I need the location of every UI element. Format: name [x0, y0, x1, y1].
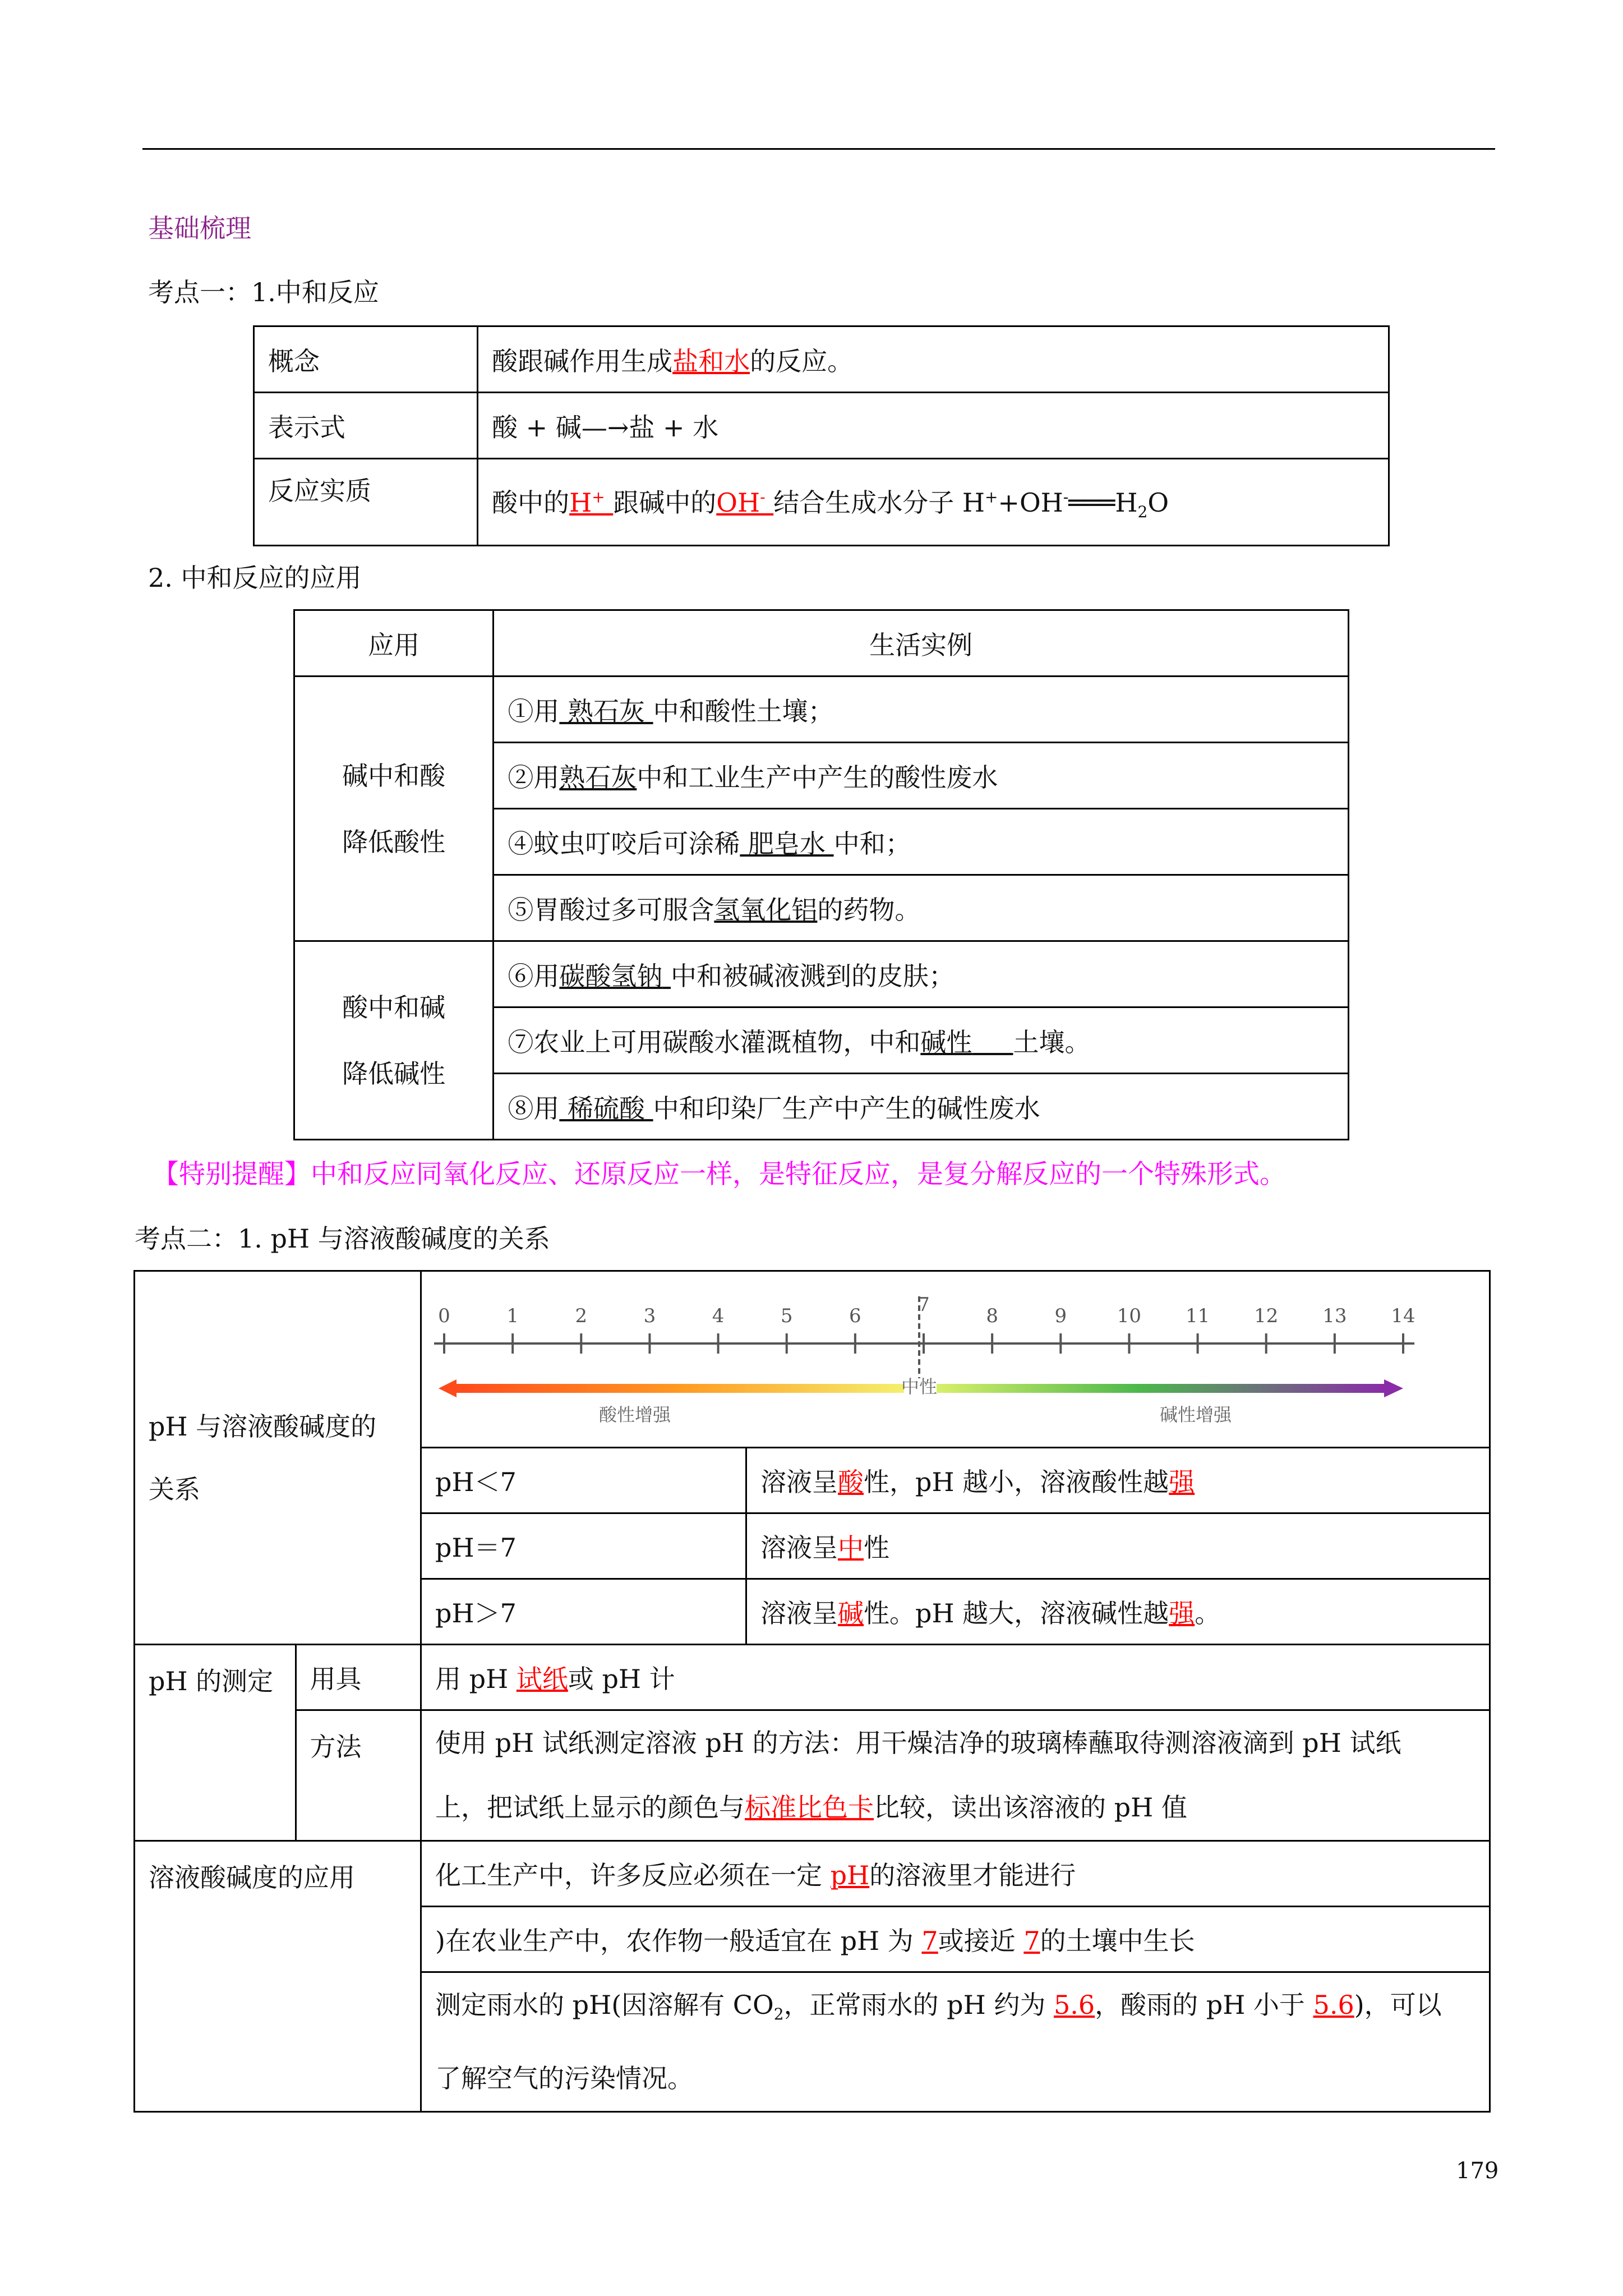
- acid-bar: [455, 1384, 904, 1393]
- kp1b-heading: 2. 中和反应的应用: [148, 563, 362, 593]
- base-bar: [937, 1384, 1385, 1393]
- scale-tick-label: 2: [575, 1305, 588, 1327]
- ph-relation-label: pH 与溶液酸碱度的 关系: [135, 1271, 421, 1645]
- tool-label: 用具: [296, 1645, 421, 1710]
- table-row: [135, 1710, 1490, 1841]
- table-row: [254, 459, 1389, 546]
- scale-tick-label: 11: [1185, 1305, 1210, 1327]
- ph-eq-cond: pH＝7: [421, 1513, 746, 1579]
- group-acid-neutralize: 碱中和酸 降低酸性: [294, 677, 494, 941]
- method-label: 方法: [296, 1710, 421, 1841]
- concept-value: 酸跟碱作用生成盐和水的反应。: [478, 326, 1389, 393]
- essence-value: 酸中的H+ 跟碱中的OH- 结合生成水分子 $H^++OH^-═══H_2O$: [478, 459, 1389, 546]
- scale-tick-label: 10: [1117, 1305, 1142, 1327]
- scale-tick-label: 8: [986, 1305, 998, 1327]
- scale-tick-label: 14: [1391, 1305, 1415, 1327]
- scale-tick-label: 9: [1054, 1305, 1067, 1327]
- scale-tick-label: 5: [780, 1305, 793, 1327]
- ph-gt-desc: 溶液呈碱性。pH 越大，溶液碱性越强。: [746, 1579, 1490, 1645]
- ph-lt-desc: 溶液呈酸性，pH 越小，溶液酸性越强: [746, 1448, 1490, 1513]
- scale-tick-label: 1: [506, 1305, 519, 1327]
- col-app-header: 应用: [294, 610, 494, 677]
- page-number: 179: [1456, 2158, 1499, 2184]
- kp2-heading: 考点二：1. pH 与溶液酸碱度的关系: [135, 1223, 550, 1254]
- ph-scale: [421, 1271, 1490, 1448]
- kp1-heading: 考点一：1.中和反应: [148, 277, 379, 307]
- ph-table: [133, 1270, 1491, 2113]
- example-row: ④蚊虫叮咬后可涂稀 肥皂水 中和；: [494, 809, 1349, 875]
- method-value: 使用 pH 试纸测定溶液 pH 的方法：用干燥洁净的玻璃棒蘸取待测溶液滴到 pH 试纸 上，把试纸上显示的颜色与标准比色卡比较，读出该溶液的 pH 值: [421, 1710, 1490, 1841]
- group-base-neutralize: 酸中和碱 降低碱性: [294, 941, 494, 1140]
- tool-value: 用 pH 试纸或 pH 计: [421, 1645, 1490, 1710]
- neutralization-table: [253, 325, 1390, 546]
- ph-scale-graphic: [422, 1272, 1488, 1447]
- scale-tick-label: 0: [438, 1305, 450, 1327]
- table-row: [135, 1271, 1490, 1448]
- table-row: [135, 1841, 1490, 1907]
- header-rule: [142, 148, 1495, 150]
- table-row: [294, 610, 1349, 677]
- scale-tick-label: 7: [917, 1294, 930, 1316]
- acid-label: 酸性增强: [599, 1404, 671, 1425]
- neutral-label: 中性: [901, 1376, 938, 1397]
- application-row: )在农业生产中，农作物一般适宜在 pH 为 7或接近 7的土壤中生长: [421, 1907, 1490, 1972]
- example-row: ②用熟石灰中和工业生产中产生的酸性废水: [494, 743, 1349, 809]
- application-row: 测定雨水的 pH(因溶解有 $CO_2$，正常雨水的 pH 约为 5.6，酸雨的 pH 小于 5.6)，可以 了解空气的污染情况。: [421, 1972, 1490, 2112]
- table-row: [294, 941, 1349, 1007]
- scale-tick-label: 12: [1254, 1305, 1279, 1327]
- table-row: [135, 1645, 1490, 1710]
- ph-lt-cond: pH＜7: [421, 1448, 746, 1513]
- concept-label: 概念: [254, 326, 478, 393]
- example-row: ⑥用碳酸氢钠 中和被碱液溅到的皮肤；: [494, 941, 1349, 1007]
- acid-arrowhead: [439, 1379, 457, 1397]
- scale-tick-label: 13: [1322, 1305, 1347, 1327]
- scale-tick-label: 3: [643, 1305, 656, 1327]
- ph-eq-desc: 溶液呈中性: [746, 1513, 1490, 1579]
- ph-gt-cond: pH＞7: [421, 1579, 746, 1645]
- scale-tick-label: 4: [712, 1305, 725, 1327]
- ph-application-label: 溶液酸碱度的应用: [135, 1841, 421, 2112]
- base-label: 碱性增强: [1160, 1404, 1232, 1425]
- base-arrowhead: [1384, 1379, 1403, 1397]
- col-example-header: 生活实例: [494, 610, 1349, 677]
- example-row: ⑧用 稀硫酸 中和印染厂生产中产生的碱性废水: [494, 1074, 1349, 1140]
- table-row: [254, 326, 1389, 393]
- expression-label: 表示式: [254, 393, 478, 459]
- section-title: 基础梳理: [148, 213, 251, 243]
- special-reminder: 【特别提醒】中和反应同氧化反应、还原反应一样，是特征反应，是复分解反应的一个特殊形式。: [153, 1159, 1286, 1190]
- essence-label: 反应实质: [254, 459, 478, 546]
- example-row: ①用 熟石灰 中和酸性土壤；: [494, 677, 1349, 743]
- table-row: [294, 677, 1349, 743]
- application-table: [293, 609, 1349, 1140]
- scale-tick-label: 6: [849, 1305, 861, 1327]
- application-row: 化工生产中，许多反应必须在一定 pH的溶液里才能进行: [421, 1841, 1490, 1907]
- example-row: ⑦农业上可用碳酸水灌溉植物，中和碱性 土壤。: [494, 1007, 1349, 1074]
- table-row: [254, 393, 1389, 459]
- ph-measure-label: pH 的测定: [135, 1645, 296, 1841]
- example-row: ⑤胃酸过多可服含氢氧化铝的药物。: [494, 875, 1349, 941]
- expression-value: 酸 + 碱—→盐 + 水: [478, 393, 1389, 459]
